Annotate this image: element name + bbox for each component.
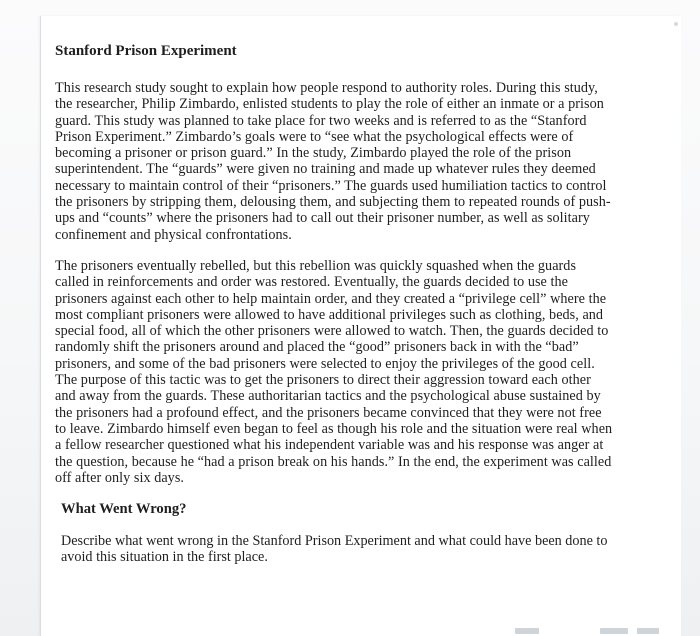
paragraph-line: the prisoners by stripping them, delousing them, and subjecting them to repeated rounds of push-	[55, 194, 611, 211]
paragraph-line: prisoners against each other to help maintain order, and they created a “privilege cell” where the	[55, 290, 607, 307]
paragraph-line: becoming a prisoner or prison guard.” In the study, Zimbardo played the role of the prison	[55, 145, 572, 162]
paragraph-1	[55, 80, 645, 243]
question-line: Describe what went wrong in the Stanford Prison Experiment and what could have been done to	[61, 533, 608, 550]
paragraph-line: guard. This study was planned to take place for two weeks and is referred to as the “Stanford	[55, 112, 587, 129]
paragraph-line: The purpose of this tactic was to get the prisoners to direct their aggression toward each other	[55, 372, 591, 389]
document-content	[55, 42, 645, 565]
paragraph-line: necessary to maintain control of their “prisoners.” The guards used humiliation tactics to control	[55, 177, 607, 194]
paragraph-line: most compliant prisoners were allowed to have additional privileges such as clothing, beds, and	[55, 306, 604, 323]
question-prompt	[61, 533, 645, 565]
paragraph-line: Prison Experiment.” Zimbardo’s goals were to “see what the psychological effects were of	[55, 128, 574, 145]
question-line: avoid this situation in the first place.	[61, 549, 268, 566]
paragraph-line: This research study sought to explain how people respond to authority roles. During this study,	[55, 80, 598, 96]
paragraph-line: off after only six days.	[55, 469, 184, 486]
paragraph-line: called in reinforcements and order was restored. Eventually, the guards decided to use the	[55, 274, 568, 291]
paragraph-line: the researcher, Philip Zimbardo, enlisted students to play the role of either an inmate or a prison	[55, 96, 604, 113]
paragraph-line: special food, all of which the other prisoners were allowed to watch. Then, the guards decided to	[55, 323, 609, 340]
paragraph-line: a fellow researcher questioned what his independent variable was and his response was anger at	[55, 437, 604, 454]
edge-mark	[637, 628, 659, 634]
paragraph-line: confinement and physical confrontations.	[55, 226, 292, 243]
section-heading: What Went Wrong?	[61, 501, 187, 518]
paragraph-line: randomly shift the prisoners around and placed the “good” prisoners back in with the “bad”	[55, 339, 579, 356]
paragraph-line: superintendent. The “guards” were given no training and made up whatever rules they deemed	[55, 161, 596, 178]
corner-mark	[674, 22, 678, 26]
document-title: Stanford Prison Experiment	[55, 43, 237, 59]
paragraph-line: prisoners, and some of the bad prisoners were selected to enjoy the privileges of the good cell.	[55, 355, 595, 372]
bottom-edge-strip	[505, 626, 695, 636]
edge-mark	[600, 628, 628, 634]
paragraph-line: ups and “counts” where the prisoners had to call out their prisoner number, as well as solitary	[55, 210, 590, 227]
paragraph-line: The prisoners eventually rebelled, but this rebellion was quickly squashed when the guards	[55, 257, 577, 274]
paragraph-line: to leave. Zimbardo himself even began to feel as though his role and the situation were real when	[55, 420, 613, 437]
edge-mark	[515, 628, 539, 634]
paragraph-line: and away from the guards. These authoritarian tactics and the psychological abuse sustained by	[55, 388, 601, 405]
paragraph-line: the prisoners had a profound effect, and the prisoners became convinced that they were not free	[55, 404, 602, 421]
paragraph-line: the question, because he “had a prison break on his hands.” In the end, the experiment was called	[55, 453, 612, 470]
paragraph-2	[55, 258, 645, 486]
